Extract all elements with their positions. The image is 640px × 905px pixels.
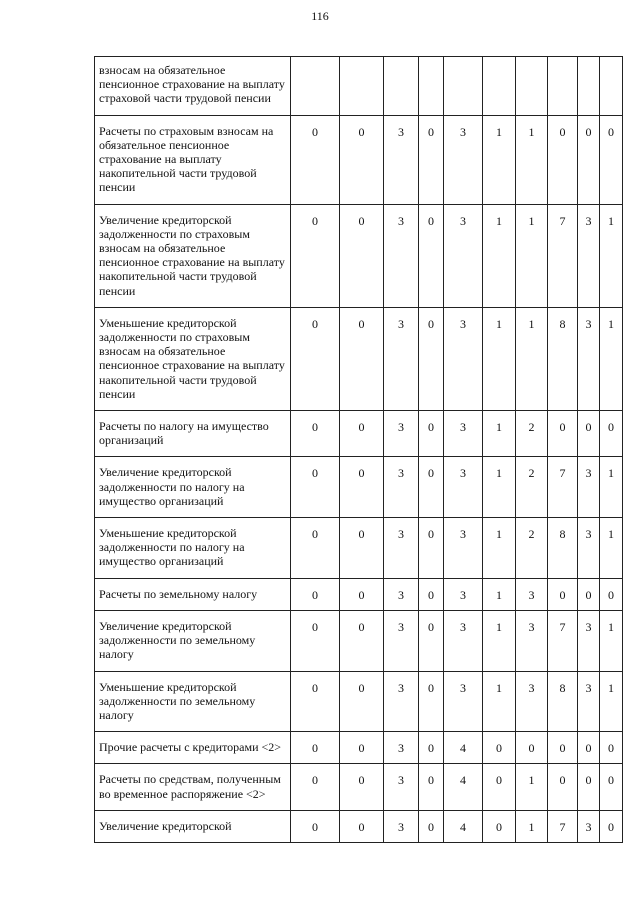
code-digit-cell: 0	[600, 411, 623, 457]
account-code-table	[94, 56, 623, 843]
code-digit-cell: 1	[516, 810, 548, 842]
code-digit-cell	[600, 57, 623, 116]
code-digit-cell: 3	[578, 610, 600, 671]
code-digit-cell: 0	[548, 115, 578, 204]
code-digit-cell: 0	[340, 578, 384, 610]
code-digit-cell: 0	[291, 115, 340, 204]
code-digit-cell: 2	[516, 457, 548, 518]
code-digit-cell: 0	[548, 732, 578, 764]
code-digit-cell: 8	[548, 307, 578, 410]
table-row	[95, 518, 623, 579]
code-digit-cell	[384, 57, 419, 116]
account-name-cell: Расчеты по земельному налогу	[95, 578, 291, 610]
code-digit-cell: 0	[291, 732, 340, 764]
code-digit-cell: 0	[578, 578, 600, 610]
code-digit-cell: 0	[291, 578, 340, 610]
code-digit-cell	[548, 57, 578, 116]
code-digit-cell: 1	[516, 764, 548, 810]
table-body	[95, 57, 623, 843]
code-digit-cell: 0	[340, 732, 384, 764]
code-digit-cell: 1	[483, 671, 516, 732]
code-digit-cell: 1	[516, 307, 548, 410]
code-digit-cell	[483, 57, 516, 116]
code-digit-cell	[291, 57, 340, 116]
code-digit-cell: 3	[384, 732, 419, 764]
code-digit-cell: 3	[444, 457, 483, 518]
code-digit-cell: 0	[291, 764, 340, 810]
table-row	[95, 671, 623, 732]
code-digit-cell: 3	[444, 671, 483, 732]
code-digit-cell	[578, 57, 600, 116]
code-digit-cell: 3	[384, 204, 419, 307]
code-digit-cell: 3	[516, 671, 548, 732]
account-name-cell: Уменьшение кредиторской задолженности по налогу на имущество организаций	[95, 518, 291, 579]
code-digit-cell: 0	[548, 578, 578, 610]
code-digit-cell: 3	[444, 115, 483, 204]
code-digit-cell: 3	[578, 810, 600, 842]
page-number: 116	[311, 9, 329, 23]
code-digit-cell: 0	[483, 810, 516, 842]
code-digit-cell: 0	[600, 732, 623, 764]
code-digit-cell: 8	[548, 518, 578, 579]
table-row	[95, 411, 623, 457]
code-digit-cell: 0	[340, 764, 384, 810]
code-digit-cell: 0	[578, 411, 600, 457]
code-digit-cell: 0	[291, 457, 340, 518]
code-digit-cell: 3	[384, 764, 419, 810]
code-digit-cell: 0	[340, 810, 384, 842]
code-digit-cell: 0	[548, 764, 578, 810]
code-digit-cell	[419, 57, 444, 116]
code-digit-cell: 3	[444, 411, 483, 457]
code-digit-cell: 1	[600, 307, 623, 410]
code-digit-cell: 0	[340, 671, 384, 732]
code-digit-cell: 0	[340, 518, 384, 579]
code-digit-cell: 0	[291, 610, 340, 671]
code-digit-cell: 3	[384, 411, 419, 457]
account-name-cell: взносам на обязательное пенсионное страхование на выплату страховой части трудовой пенсии	[95, 57, 291, 116]
code-digit-cell: 0	[419, 578, 444, 610]
code-digit-cell: 3	[384, 518, 419, 579]
code-digit-cell: 1	[483, 578, 516, 610]
code-digit-cell: 1	[483, 457, 516, 518]
code-digit-cell: 0	[340, 610, 384, 671]
table-row	[95, 57, 623, 116]
code-digit-cell: 0	[600, 578, 623, 610]
code-digit-cell: 0	[291, 518, 340, 579]
code-digit-cell: 0	[340, 204, 384, 307]
table-row	[95, 732, 623, 764]
code-digit-cell: 3	[384, 671, 419, 732]
account-name-cell: Увеличение кредиторской задолженности по страховым взносам на обязательное пенсионное страхование на выплату накопительной части трудовой пенсии	[95, 204, 291, 307]
code-digit-cell: 3	[516, 578, 548, 610]
code-digit-cell	[340, 57, 384, 116]
code-digit-cell: 3	[444, 204, 483, 307]
code-digit-cell: 3	[516, 610, 548, 671]
code-digit-cell: 3	[444, 518, 483, 579]
code-digit-cell	[516, 57, 548, 116]
code-digit-cell: 3	[578, 671, 600, 732]
table-row	[95, 578, 623, 610]
table-row	[95, 115, 623, 204]
code-digit-cell: 1	[483, 518, 516, 579]
code-digit-cell: 0	[291, 411, 340, 457]
code-digit-cell: 7	[548, 204, 578, 307]
code-digit-cell: 3	[578, 307, 600, 410]
code-digit-cell	[444, 57, 483, 116]
code-digit-cell: 0	[600, 115, 623, 204]
code-digit-cell: 0	[291, 671, 340, 732]
code-digit-cell: 0	[578, 732, 600, 764]
code-digit-cell: 3	[384, 610, 419, 671]
code-digit-cell: 0	[419, 204, 444, 307]
code-digit-cell: 3	[384, 457, 419, 518]
code-digit-cell: 4	[444, 810, 483, 842]
code-digit-cell: 7	[548, 810, 578, 842]
account-name-cell: Уменьшение кредиторской задолженности по страховым взносам на обязательное пенсионное страхование на выплату накопительной части трудовой пенсии	[95, 307, 291, 410]
code-digit-cell: 3	[444, 307, 483, 410]
account-name-cell: Расчеты по налогу на имущество организаций	[95, 411, 291, 457]
code-digit-cell: 3	[384, 810, 419, 842]
code-digit-cell: 2	[516, 411, 548, 457]
code-digit-cell: 4	[444, 764, 483, 810]
code-digit-cell: 0	[578, 115, 600, 204]
account-name-cell: Уменьшение кредиторской задолженности по земельному налогу	[95, 671, 291, 732]
code-digit-cell: 0	[291, 810, 340, 842]
code-digit-cell: 1	[483, 610, 516, 671]
code-digit-cell: 0	[291, 204, 340, 307]
code-digit-cell: 0	[419, 671, 444, 732]
table-row	[95, 204, 623, 307]
code-digit-cell: 0	[548, 411, 578, 457]
code-digit-cell: 2	[516, 518, 548, 579]
code-digit-cell: 1	[600, 610, 623, 671]
code-digit-cell: 3	[384, 578, 419, 610]
code-digit-cell: 0	[600, 810, 623, 842]
code-digit-cell: 0	[483, 764, 516, 810]
code-digit-cell: 0	[419, 810, 444, 842]
code-digit-cell: 0	[419, 411, 444, 457]
code-digit-cell: 0	[419, 764, 444, 810]
code-digit-cell: 3	[444, 610, 483, 671]
code-digit-cell: 1	[483, 204, 516, 307]
account-name-cell: Увеличение кредиторской задолженности по земельному налогу	[95, 610, 291, 671]
code-digit-cell: 0	[419, 457, 444, 518]
code-digit-cell: 3	[578, 518, 600, 579]
code-digit-cell: 3	[384, 115, 419, 204]
account-name-cell: Прочие расчеты с кредиторами <2>	[95, 732, 291, 764]
code-digit-cell: 4	[444, 732, 483, 764]
account-name-cell: Увеличение кредиторской	[95, 810, 291, 842]
code-digit-cell: 3	[384, 307, 419, 410]
table-row	[95, 810, 623, 842]
code-digit-cell: 0	[291, 307, 340, 410]
code-digit-cell: 7	[548, 610, 578, 671]
code-digit-cell: 1	[516, 204, 548, 307]
code-digit-cell: 1	[600, 457, 623, 518]
code-digit-cell: 0	[600, 764, 623, 810]
code-digit-cell: 1	[483, 307, 516, 410]
code-digit-cell: 0	[340, 307, 384, 410]
code-digit-cell: 0	[419, 115, 444, 204]
table-row	[95, 307, 623, 410]
code-digit-cell: 0	[340, 457, 384, 518]
code-digit-cell: 1	[600, 518, 623, 579]
code-digit-cell: 1	[600, 671, 623, 732]
code-digit-cell: 0	[483, 732, 516, 764]
code-digit-cell: 1	[600, 204, 623, 307]
code-digit-cell: 0	[419, 732, 444, 764]
table-row	[95, 610, 623, 671]
code-digit-cell: 3	[444, 578, 483, 610]
code-digit-cell: 0	[340, 411, 384, 457]
code-digit-cell: 3	[578, 204, 600, 307]
code-digit-cell: 0	[419, 518, 444, 579]
code-digit-cell: 0	[340, 115, 384, 204]
code-digit-cell: 7	[548, 457, 578, 518]
code-digit-cell: 0	[578, 764, 600, 810]
code-digit-cell: 0	[419, 610, 444, 671]
code-digit-cell: 1	[483, 115, 516, 204]
code-digit-cell: 8	[548, 671, 578, 732]
account-name-cell: Расчеты по средствам, полученным во временное распоряжение <2>	[95, 764, 291, 810]
account-name-cell: Расчеты по страховым взносам на обязательное пенсионное страхование на выплату накопительной части трудовой пенсии	[95, 115, 291, 204]
code-digit-cell: 0	[516, 732, 548, 764]
code-digit-cell: 1	[483, 411, 516, 457]
table-row	[95, 457, 623, 518]
code-digit-cell: 1	[516, 115, 548, 204]
account-name-cell: Увеличение кредиторской задолженности по налогу на имущество организаций	[95, 457, 291, 518]
code-digit-cell: 0	[419, 307, 444, 410]
table-row	[95, 764, 623, 810]
code-digit-cell: 3	[578, 457, 600, 518]
